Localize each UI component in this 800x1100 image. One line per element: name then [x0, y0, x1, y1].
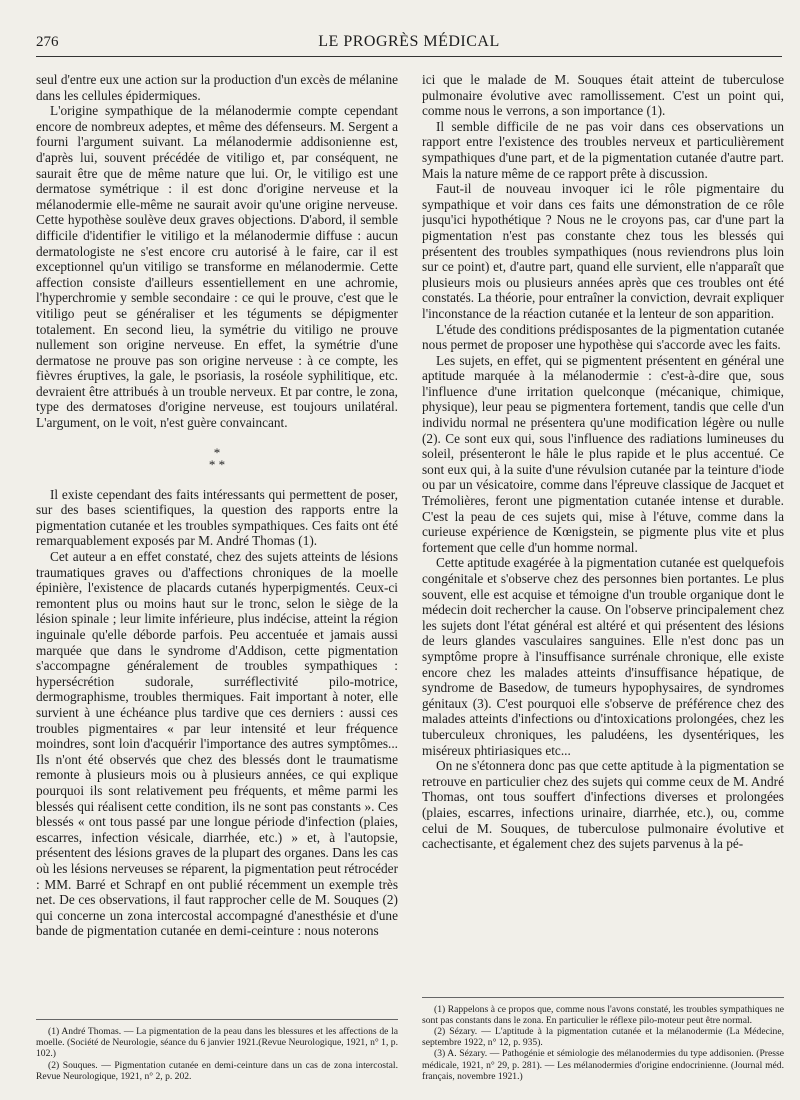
- paragraph: ici que le malade de M. Souques était atteint de tuberculose pulmonaire évolutive avec ramollissement. C'est un point qui, comme nous le verrons, a son importance (1).: [422, 72, 784, 119]
- right-column: [422, 72, 784, 1082]
- separator-star: *: [213, 444, 221, 460]
- section-separator: [36, 444, 398, 472]
- journal-title: LE PROGRÈS MÉDICAL: [318, 33, 500, 50]
- footnote: (1) Rappelons à ce propos que, comme nous l'avons constaté, les troubles sympathiques ne sont pas constants dans le zona. En particulier le réflexe pilo-moteur peut être normal.: [422, 1003, 784, 1026]
- footnote: (3) A. Sézary. — Pathogénie et sémiologie des mélanodermies du type addisonien. (Presse médicale, 1921, n° 29, p. 281). — Les mélanodermies d'origine endocrinienne. (Journal méd. français, novembre 1921.): [422, 1048, 784, 1082]
- paragraph: Il semble difficile de ne pas voir dans ces observations un rapport entre l'existence des troubles nerveux et particulièrement sympathiques d'une part, et de la pigmentation cutanée d'autre part. Mais la nature même de ce rapport prête à discussion.: [422, 118, 784, 181]
- footnotes: [36, 1019, 398, 1082]
- paragraph: Il existe cependant des faits intéressants qui permettent de poser, sur des bases scientifiques, la question des rapports entre la pigmentation cutanée et les troubles sympathiques. Ces faits ont été remarquablement exposés par M. André Thomas (1).: [36, 486, 398, 549]
- footnote: (2) Sézary. — L'aptitude à la pigmentation cutanée et la mélanodermie (La Médecine, septembre 1922, n° 12, p. 935).: [422, 1025, 784, 1049]
- paragraph: Faut-il de nouveau invoquer ici le rôle pigmentaire du sympathique et voir dans ces faits une démonstration de ce rôle jusqu'ici hypothétique ? Nous ne le croyons pas, car d'une part la pigmentation n'est pas constante chez tous les blessés qui présentent des troubles sympathiques (nous reviendrons plus loin sur ce point) et, d'autre part, quand elle survient, elle n'apparaît que plusieurs mois ou plusieurs années après que ces troubles ont été constatés. La théorie, pour entraîner la conviction, devrait expliquer l'inconstance de la réaction cutanée et la lenteur de son apparition.: [422, 181, 784, 321]
- running-header: [36, 32, 782, 57]
- paragraph: L'étude des conditions prédisposantes de la pigmentation cutanée nous permet de proposer une hypothèse qui s'accorde avec les faits.: [422, 321, 784, 353]
- page-number: 276: [36, 34, 59, 50]
- paragraph: L'origine sympathique de la mélanodermie compte cependant encore de nombreux adeptes, et même des défenseurs. M. Sergent a fourni l'argument suivant. La mélanodermie addisonienne est, d'après lui, souvent précédée de vitiligo et, par conséquent, ne saurait être que de même nature que lui. Or, le vitiligo est une dermatose symétrique : il est donc d'origine nerveuse et la mélanodermie elle-même ne saurait avoir qu'une origine nerveuse. Cette hypothèse soulève deux graves objections. D'abord, il semble difficile d'identifier le vitiligo et la mélanodermie diffuse : aucun dermatologiste ne s'est encore cru autorisé à le faire, car il est exceptionnel qu'un vitiligo se transforme en mélanodermie. Cette affection consiste d'ailleurs essentiellement en une achromie, l'hyperchromie y semble secondaire : ce qui le prouve, c'est que le vitiligo peut se généraliser et les téguments se dépigmenter totalement. En second lieu, la symétrie du vitiligo ne prouve nullement son origine nerveuse. En effet, la symétrie d'une dermatose ne prouve pas son origine nerveuse : à ce compte, les fièvres éruptives, la gale, le psoriasis, la roséole syphilitique, etc. devraient être attribués à un trouble nerveux. Et par contre, le zona, type des dermatoses d'origine nerveuse, est toujours unilatéral. L'argument, on le voit, n'est guère convaincant.: [36, 103, 398, 431]
- paragraph: On ne s'étonnera donc pas que cette aptitude à la pigmentation se retrouve en particulier chez des sujets qui comme ceux de M. André Thomas, ont tous souffert d'infections diverses et prolongées (plaies, escarres, infections urinaire, diarrhée, etc.), ou, comme celui de M. Souques, de tuberculose pulmonaire évolutive et cachectisante, et également chez des sujets parvenus à la pé-: [422, 758, 784, 852]
- paragraph: Les sujets, en effet, qui se pigmentent présentent en général une aptitude marquée à la mélanodermie : c'est-à-dire que, sous l'influence d'une irritation quelconque (mécanique, chimique, physique), leur peau se pigmentera fortement, tandis que celle d'un individu normal ne présentera qu'une modification légère ou nulle (2). Ce sont eux qui, sous l'influence des radiations lumineuses du soleil, présenteront le hâle le plus rapide et le plus accentué. Ce sont eux qui, à la suite d'une révulsion cutanée par la teinture d'iode ou par un vésicatoire, comme dans l'épreuve classique de Jacquet et Trémolières, feront une pigmentation cutanée intense et durable. C'est la peau de ces sujets qui, mise à l'étuve, comme dans la curieuse expérience de Kœnigstein, se pigmente plus vite et plus fortement que celle d'un homme normal.: [422, 352, 784, 555]
- left-column: [36, 72, 398, 1082]
- paragraph: Cette aptitude exagérée à la pigmentation cutanée est quelquefois congénitale et s'observe chez des personnes bien portantes. Le plus souvent, elle est acquise et témoigne d'un trouble organique dont le médecin doit rechercher la cause. On l'observe principalement chez les sujets dont l'état général est altéré et qui présentent des lésions de leurs glandes vasculaires sanguines. Elle n'est donc pas un symptôme propre à l'insuffisance surrénale chronique, elle existe encore chez les malades atteints d'insuffisance hépatique, de syndrome de Basedow, de tumeurs hypophysaires, de syndromes génitaux (3). C'est pourquoi elle s'observe de préférence chez des malades atteints d'infections ou d'intoxications prolongées, chez les tuberculeux chroniques, les paludéens, les dysentériques, les miséreux phtiriasiques etc...: [422, 555, 784, 758]
- separator-stars: * *: [208, 456, 226, 472]
- footnote: (2) Souques. — Pigmentation cutanée en demi-ceinture dans un cas de zona intercostal. Revue Neurologique, 1921, n° 2, p. 202.: [36, 1059, 398, 1082]
- paragraph: seul d'entre eux une action sur la production d'un excès de mélanine dans les cellules épidermiques.: [36, 72, 398, 103]
- footnotes: [422, 997, 784, 1082]
- paragraph: Cet auteur a en effet constaté, chez des sujets atteints de lésions traumatiques graves ou d'affections chroniques de la moelle épinière, l'existence de placards cutanés hyperpigmentés. Ceux-ci remontent plus ou moins haut sur le tronc, selon le siège de la lésion spinale ; leur limite inférieure, plus indécise, atteint la région inguinale qu'elle déborde parfois. Peu accentuée et jamais aussi marquée que dans le syndrome d'Addison, cette pigmentation s'accompagne généralement de troubles sympathiques : hypersécrétion sudorale, surréflectivité pilo-motrice, dermographisme, troubles thermiques. Fait important à noter, elle survient à une échéance plus tardive que ces derniers : aussi ces troubles pigmentaires « par leur intensité et leur fréquence moindres, sont loin d'acquérir l'importance des autres symptômes... Ils n'ont été observés que chez des blessés dont le traumatisme remonte à plusieurs mois ou à plusieurs années, ce qui explique pourquoi ils sont relativement peu fréquents, et même parmi les blessés qui réalisent cette condition, ils ne sont pas constants ». Ces blessés « ont tous passé par une longue période d'infection (plaies, escarres, infection vésicale, diarrhée, etc.) » et, à l'autopsie, présentent des lésions graves de la plupart des organes. Dans les cas où les lésions nerveuses se réparent, la pigmentation peut rétrocéder : MM. Barré et Schrapf en ont publié récemment un exemple très net. De ces observations, il faut rapprocher celle de M. Souques (2) qui concerne un zona intercostal accompagné d'anesthésie et d'une bande de pigmentation cutanée en demi-ceinture : nous noterons: [36, 549, 398, 939]
- footnote: (1) André Thomas. — La pigmentation de la peau dans les blessures et les affections de la moelle. (Société de Neurologie, séance du 6 janvier 1921.(Revue Neurologique, 1921, n° 1, p. 102.): [36, 1025, 398, 1060]
